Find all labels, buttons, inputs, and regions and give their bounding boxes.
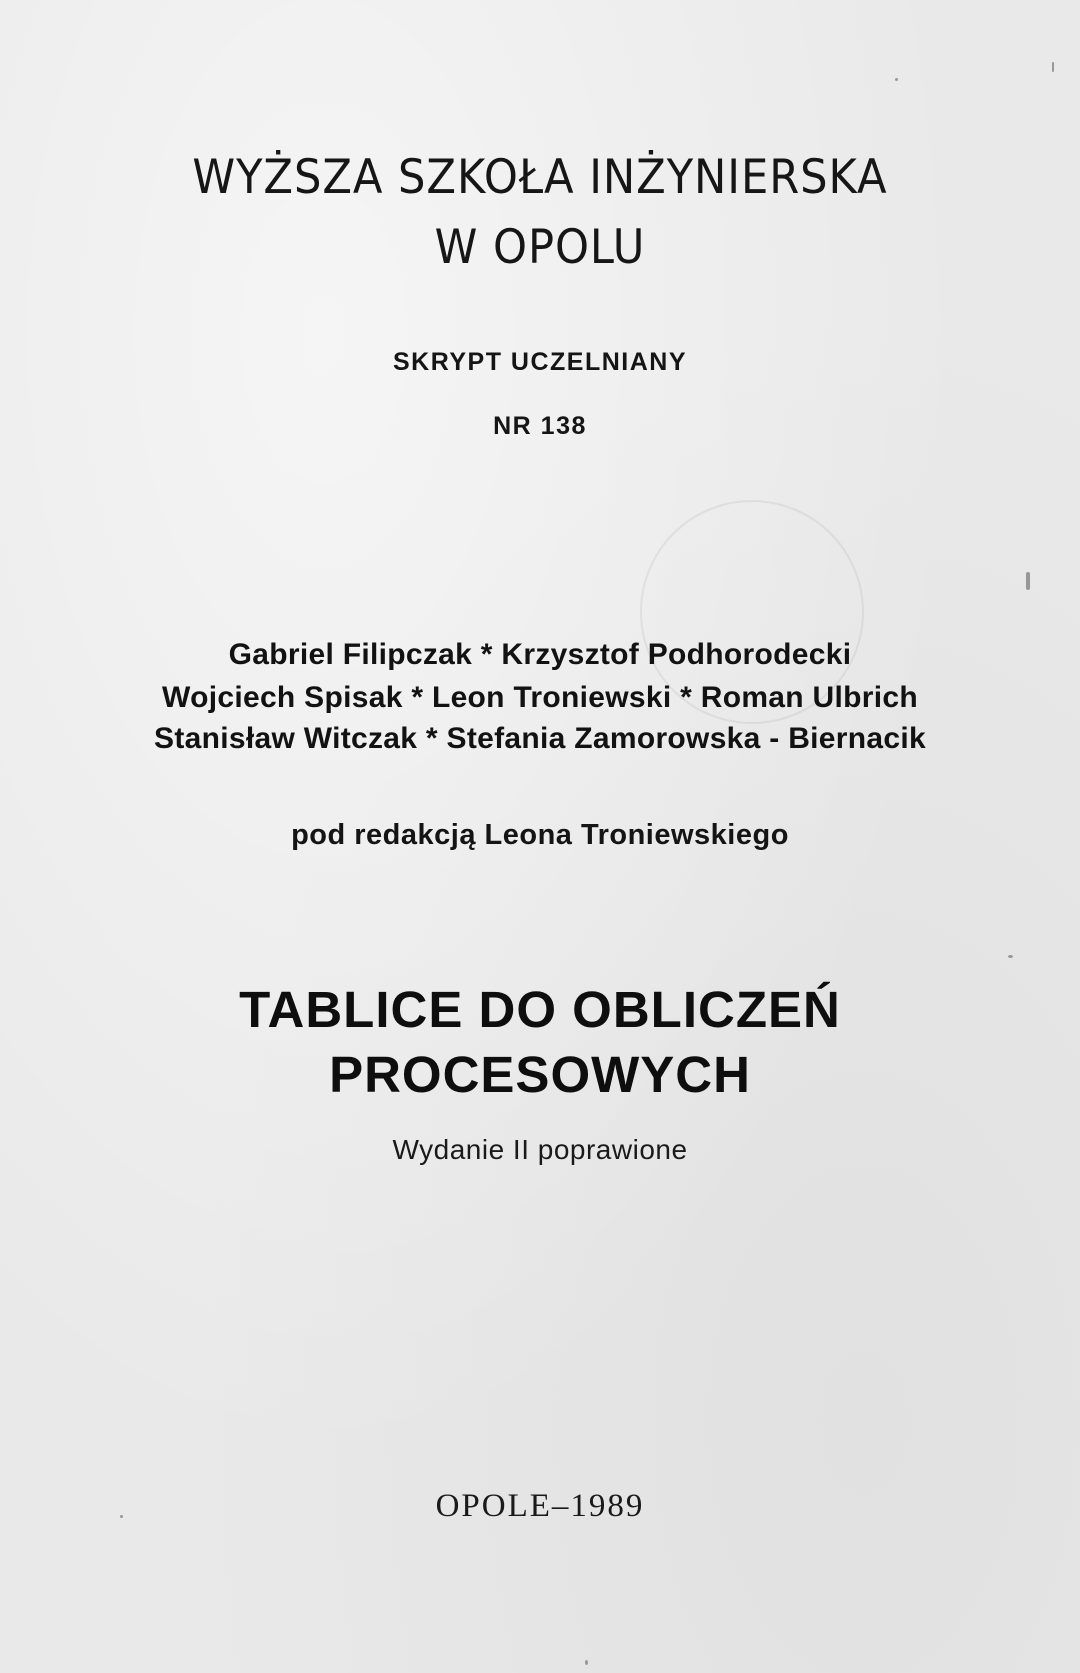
place-and-year: OPOLE–1989 — [435, 1488, 645, 1524]
book-title-line2: PROCESOWYCH — [329, 1046, 751, 1103]
institution-name-line2: W OPOLU — [434, 220, 646, 275]
book-title-line1: TABLICE DO OBLICZEŃ — [239, 981, 841, 1038]
scan-speck — [895, 78, 898, 81]
scan-speck — [585, 1660, 588, 1665]
authors-line-3: Stanisław Witczak * Stefania Zamorowska - Biernacik — [154, 722, 926, 755]
institution-name-line1: WYŻSZA SZKOŁA INŻYNIERSKA — [192, 150, 888, 205]
scan-speck — [1026, 572, 1030, 590]
series-label: SKRYPT UCZELNIANY — [392, 348, 688, 376]
scan-speck — [1052, 62, 1054, 72]
scan-speck — [1008, 955, 1013, 958]
series-number: NR 138 — [493, 412, 587, 440]
edition-note: Wydanie II poprawione — [392, 1134, 688, 1165]
authors-line-2: Wojciech Spisak * Leon Troniewski * Roman Ulbrich — [162, 681, 918, 714]
editor-line: pod redakcją Leona Troniewskiego — [291, 819, 789, 851]
authors-line-1: Gabriel Filipczak * Krzysztof Podhorodecki — [228, 638, 852, 671]
